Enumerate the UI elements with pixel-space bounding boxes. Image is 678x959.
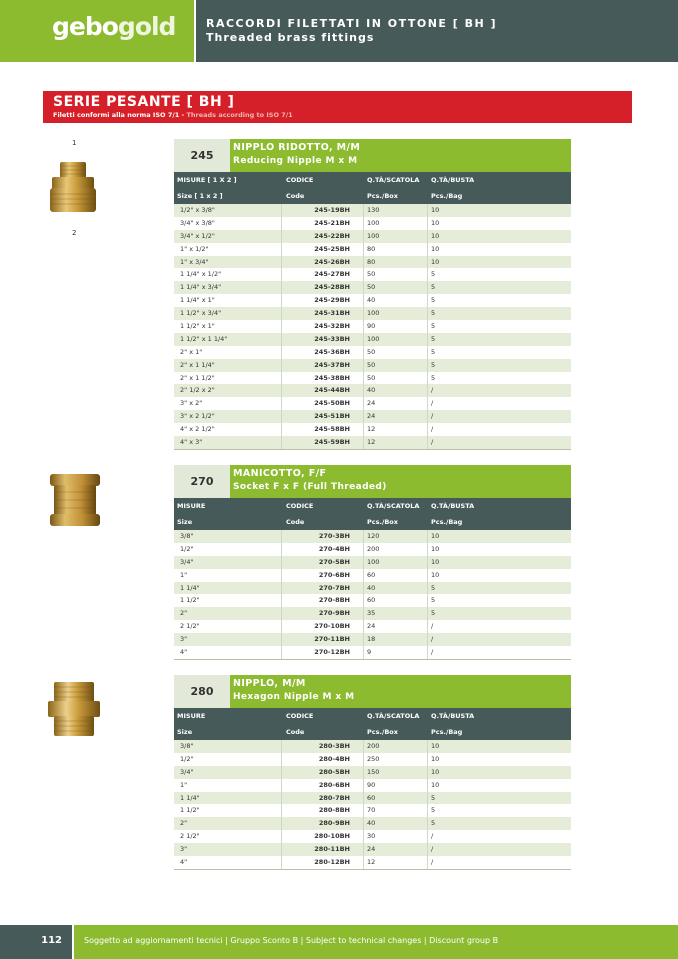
code-cell: 270-4BH — [318, 544, 350, 553]
table-row — [174, 766, 571, 779]
box-qty-cell: 9 — [367, 648, 372, 657]
box-qty-cell: 24 — [367, 399, 376, 408]
box-qty-cell: 12 — [367, 438, 376, 447]
table-header-en — [174, 724, 571, 740]
size-cell: 1" x 1/2" — [180, 244, 209, 253]
code-cell: 245-50BH — [314, 399, 350, 408]
size-cell: 1" — [180, 780, 188, 789]
table-row — [174, 556, 571, 569]
column-header: Pcs./Bag — [431, 192, 463, 200]
bag-qty-cell: / — [431, 858, 434, 867]
column-header: Pcs./Bag — [431, 728, 463, 736]
code-cell: 270-3BH — [318, 532, 350, 540]
photo-label-1: 1 — [72, 139, 77, 147]
code-cell: 245-19BH — [314, 206, 350, 214]
box-qty-cell: 200 — [367, 544, 380, 553]
logo-part-gold: gold — [117, 12, 176, 41]
section-270 — [174, 465, 571, 660]
code-cell: 245-28BH — [314, 283, 350, 292]
box-qty-cell: 40 — [367, 819, 376, 828]
table-row — [174, 792, 571, 805]
box-qty-cell: 50 — [367, 373, 376, 382]
column-header: Q.TÀ/BUSTA — [431, 502, 475, 510]
size-cell: 1 1/2" x 1" — [180, 322, 215, 331]
table-row — [174, 217, 571, 230]
column-header: Code — [286, 728, 305, 736]
box-qty-cell: 80 — [367, 257, 376, 266]
size-cell: 2" x 1" — [180, 347, 203, 356]
table-row — [174, 582, 571, 595]
code-cell: 245-44BH — [314, 386, 350, 395]
box-qty-cell: 24 — [367, 412, 376, 421]
size-cell: 3" x 2 1/2" — [180, 412, 215, 421]
table-row — [174, 843, 571, 856]
table-body — [174, 530, 571, 660]
series-title: SERIE PESANTE [ BH ] — [53, 94, 235, 110]
box-qty-cell: 40 — [367, 386, 376, 395]
code-cell: 270-12BH — [314, 648, 350, 657]
table-row — [174, 569, 571, 582]
article-number: 270 — [174, 465, 230, 498]
article-name-it: MANICOTTO, F/F — [233, 468, 327, 479]
box-qty-cell: 50 — [367, 283, 376, 292]
code-cell: 270-7BH — [318, 583, 350, 592]
bag-qty-cell: 10 — [431, 206, 440, 214]
table-row — [174, 281, 571, 294]
size-cell: 2" — [180, 609, 188, 618]
table-row — [174, 856, 571, 869]
bag-qty-cell: / — [431, 622, 434, 631]
series-banner — [43, 91, 632, 123]
box-qty-cell: 50 — [367, 270, 376, 279]
table-row — [174, 268, 571, 281]
column-header: Code — [286, 192, 305, 200]
bag-qty-cell: 5 — [431, 296, 436, 305]
table-header-en — [174, 188, 571, 204]
box-qty-cell: 90 — [367, 322, 376, 331]
bag-qty-cell: 5 — [431, 322, 436, 331]
size-cell: 2 1/2" — [180, 832, 200, 841]
size-cell: 1" — [180, 570, 188, 579]
bag-qty-cell: / — [431, 412, 434, 421]
table-row — [174, 436, 571, 449]
table-row — [174, 307, 571, 320]
table-row — [174, 230, 571, 243]
column-header: Q.TÀ/SCATOLA — [367, 712, 420, 720]
series-subtitle-it: Filetti conformi alla norma ISO 7/1 - — [53, 111, 187, 119]
size-cell: 1 1/4" — [180, 583, 200, 592]
header-title-en: Threaded brass fittings — [206, 31, 375, 44]
header-title-box — [196, 0, 678, 62]
table-row — [174, 243, 571, 256]
box-qty-cell: 12 — [367, 858, 376, 867]
bag-qty-cell: / — [431, 845, 434, 854]
column-header: Q.TÀ/BUSTA — [431, 176, 475, 184]
box-qty-cell: 60 — [367, 793, 376, 802]
code-cell: 245-26BH — [314, 257, 350, 266]
table-row — [174, 830, 571, 843]
box-qty-cell: 80 — [367, 244, 376, 253]
bag-qty-cell: 10 — [431, 244, 440, 253]
code-cell: 245-32BH — [314, 322, 350, 331]
bag-qty-cell: 10 — [431, 544, 440, 553]
bag-qty-cell: 10 — [431, 570, 440, 579]
box-qty-cell: 70 — [367, 806, 376, 815]
size-cell: 4" — [180, 648, 188, 657]
bag-qty-cell: 10 — [431, 532, 440, 540]
section-header — [174, 675, 571, 708]
box-qty-cell: 12 — [367, 425, 376, 434]
size-cell: 1" x 3/4" — [180, 257, 209, 266]
size-cell: 1/2" x 3/8" — [180, 206, 215, 214]
article-name-box — [230, 675, 571, 708]
table-row — [174, 397, 571, 410]
box-qty-cell: 18 — [367, 635, 376, 644]
size-cell: 3/8" — [180, 742, 194, 750]
table-row — [174, 530, 571, 543]
series-subtitle — [53, 111, 293, 119]
article-name-it: NIPPLO, M/M — [233, 678, 306, 689]
box-qty-cell: 40 — [367, 583, 376, 592]
code-cell: 270-9BH — [318, 609, 350, 618]
bag-qty-cell: 10 — [431, 754, 440, 763]
table-row — [174, 804, 571, 817]
code-cell: 245-21BH — [314, 218, 350, 227]
bag-qty-cell: 5 — [431, 309, 436, 318]
bag-qty-cell: 10 — [431, 780, 440, 789]
table-row — [174, 333, 571, 346]
table-header-it — [174, 498, 571, 514]
column-header: Code — [286, 518, 305, 526]
box-qty-cell: 100 — [367, 218, 380, 227]
code-cell: 245-25BH — [314, 244, 350, 253]
box-qty-cell: 130 — [367, 206, 380, 214]
box-qty-cell: 100 — [367, 557, 380, 566]
article-name-box — [230, 465, 571, 498]
bag-qty-cell: 5 — [431, 806, 436, 815]
size-cell: 1 1/4" x 1" — [180, 296, 215, 305]
bag-qty-cell: / — [431, 399, 434, 408]
box-qty-cell: 120 — [367, 532, 380, 540]
table-row — [174, 607, 571, 620]
header-title-it: RACCORDI FILETTATI IN OTTONE [ BH ] — [206, 17, 498, 30]
code-cell: 245-27BH — [314, 270, 350, 279]
code-cell: 280-12BH — [314, 858, 350, 867]
column-header: Pcs./Box — [367, 728, 398, 736]
bag-qty-cell: 5 — [431, 283, 436, 292]
table-row — [174, 753, 571, 766]
bag-qty-cell: / — [431, 386, 434, 395]
page-header — [0, 0, 678, 62]
code-cell: 280-7BH — [318, 793, 350, 802]
bag-qty-cell: / — [431, 648, 434, 657]
bag-qty-cell: 5 — [431, 819, 436, 828]
code-cell: 245-36BH — [314, 347, 350, 356]
size-cell: 1 1/2" x 3/4" — [180, 309, 222, 318]
size-cell: 1/2" — [180, 754, 194, 763]
bag-qty-cell: 5 — [431, 609, 436, 618]
bag-qty-cell: 5 — [431, 334, 436, 343]
code-cell: 280-10BH — [314, 832, 350, 841]
table-row — [174, 423, 571, 436]
size-cell: 1 1/2" x 1 1/4" — [180, 334, 228, 343]
size-cell: 2 1/2" — [180, 622, 200, 631]
table-row — [174, 410, 571, 423]
code-cell: 280-8BH — [318, 806, 350, 815]
code-cell: 280-9BH — [318, 819, 350, 828]
column-header: Q.TÀ/BUSTA — [431, 712, 475, 720]
reducing-nipple-photo — [44, 158, 104, 218]
bag-qty-cell: / — [431, 425, 434, 434]
table-row — [174, 620, 571, 633]
size-cell: 1 1/2" — [180, 596, 200, 605]
code-cell: 280-3BH — [318, 742, 350, 750]
bag-qty-cell: 5 — [431, 270, 436, 279]
column-header: MISURE — [177, 712, 206, 720]
table-row — [174, 779, 571, 792]
box-qty-cell: 50 — [367, 347, 376, 356]
column-header: Pcs./Box — [367, 192, 398, 200]
table-row — [174, 817, 571, 830]
bag-qty-cell: 5 — [431, 360, 436, 369]
page-number: 112 — [41, 935, 62, 946]
section-245 — [174, 139, 571, 450]
size-cell: 3/4" — [180, 557, 194, 566]
table-header-it — [174, 708, 571, 724]
size-cell: 2" x 1 1/2" — [180, 373, 215, 382]
bag-qty-cell: 10 — [431, 742, 440, 750]
bag-qty-cell: 5 — [431, 347, 436, 356]
box-qty-cell: 100 — [367, 334, 380, 343]
code-cell: 280-5BH — [318, 767, 350, 776]
size-cell: 3/4" — [180, 767, 194, 776]
column-header: CODICE — [286, 176, 314, 184]
box-qty-cell: 250 — [367, 754, 380, 763]
table-row — [174, 633, 571, 646]
bag-qty-cell: 10 — [431, 557, 440, 566]
footer-text: Soggetto ad aggiornamenti tecnici | Gruppo Sconto B | Subject to technical changes | Discount group B — [84, 936, 499, 945]
size-cell: 4" x 2 1/2" — [180, 425, 215, 434]
page-number-box — [0, 925, 72, 959]
size-cell: 1 1/2" — [180, 806, 200, 815]
code-cell: 280-4BH — [318, 754, 350, 763]
section-header — [174, 139, 571, 172]
column-header: CODICE — [286, 712, 314, 720]
box-qty-cell: 150 — [367, 767, 380, 776]
size-cell: 1 1/4" x 1/2" — [180, 270, 222, 279]
table-row — [174, 646, 571, 659]
article-name-en: Hexagon Nipple M x M — [233, 692, 355, 702]
brand-logo — [52, 12, 175, 41]
code-cell: 245-38BH — [314, 373, 350, 382]
column-header: MISURE [ 1 X 2 ] — [177, 176, 237, 184]
series-subtitle-en: Threads according to ISO 7/1 — [186, 111, 293, 119]
box-qty-cell: 24 — [367, 622, 376, 631]
bag-qty-cell: 5 — [431, 373, 436, 382]
box-qty-cell: 100 — [367, 309, 380, 318]
size-cell: 3" — [180, 635, 188, 644]
table-row — [174, 594, 571, 607]
article-name-en: Reducing Nipple M x M — [233, 156, 358, 166]
code-cell: 270-5BH — [318, 557, 350, 566]
column-header: Q.TÀ/SCATOLA — [367, 502, 420, 510]
box-qty-cell: 100 — [367, 231, 380, 240]
box-qty-cell: 60 — [367, 570, 376, 579]
section-280 — [174, 675, 571, 870]
code-cell: 245-59BH — [314, 438, 350, 447]
size-cell: 3/4" x 1/2" — [180, 231, 215, 240]
column-header: CODICE — [286, 502, 314, 510]
column-header: Pcs./Box — [367, 518, 398, 526]
size-cell: 1 1/4" x 3/4" — [180, 283, 222, 292]
box-qty-cell: 90 — [367, 780, 376, 789]
code-cell: 245-31BH — [314, 309, 350, 318]
bag-qty-cell: / — [431, 832, 434, 841]
code-cell: 245-37BH — [314, 360, 350, 369]
bag-qty-cell: 5 — [431, 596, 436, 605]
box-qty-cell: 30 — [367, 832, 376, 841]
table-body — [174, 740, 571, 870]
code-cell: 280-11BH — [314, 845, 350, 854]
article-number: 280 — [174, 675, 230, 708]
size-cell: 4" x 3" — [180, 438, 203, 447]
table-row — [174, 543, 571, 556]
code-cell: 280-6BH — [318, 780, 350, 789]
size-cell: 2" — [180, 819, 188, 828]
socket-photo — [46, 470, 104, 530]
photo-label-2: 2 — [72, 229, 77, 237]
table-row — [174, 359, 571, 372]
table-row — [174, 346, 571, 359]
size-cell: 1/2" — [180, 544, 194, 553]
bag-qty-cell: / — [431, 635, 434, 644]
column-header: Q.TÀ/SCATOLA — [367, 176, 420, 184]
size-cell: 3" — [180, 845, 188, 854]
logo-box — [0, 0, 194, 62]
table-row — [174, 320, 571, 333]
table-row — [174, 256, 571, 269]
code-cell: 270-6BH — [318, 570, 350, 579]
code-cell: 245-22BH — [314, 231, 350, 240]
bag-qty-cell: 5 — [431, 583, 436, 592]
size-cell: 3" x 2" — [180, 399, 203, 408]
table-row — [174, 740, 571, 753]
size-cell: 1 1/4" — [180, 793, 200, 802]
bag-qty-cell: / — [431, 438, 434, 447]
box-qty-cell: 60 — [367, 596, 376, 605]
section-header — [174, 465, 571, 498]
table-row — [174, 372, 571, 385]
code-cell: 245-58BH — [314, 425, 350, 434]
bag-qty-cell: 10 — [431, 767, 440, 776]
article-name-it: NIPPLO RIDOTTO, M/M — [233, 142, 361, 153]
table-row — [174, 294, 571, 307]
code-cell: 270-8BH — [318, 596, 350, 605]
code-cell: 245-33BH — [314, 334, 350, 343]
size-cell: 3/8" — [180, 532, 194, 540]
box-qty-cell: 24 — [367, 845, 376, 854]
article-name-box — [230, 139, 571, 172]
logo-part-gebo: gebo — [52, 12, 118, 41]
box-qty-cell: 200 — [367, 742, 380, 750]
footer-bar — [74, 925, 678, 959]
code-cell: 245-29BH — [314, 296, 350, 305]
table-header-en — [174, 514, 571, 530]
page-footer — [0, 925, 678, 959]
hexagon-nipple-photo — [44, 680, 104, 740]
size-cell: 2" x 1 1/4" — [180, 360, 215, 369]
box-qty-cell: 50 — [367, 360, 376, 369]
code-cell: 270-10BH — [314, 622, 350, 631]
article-number: 245 — [174, 139, 230, 172]
column-header: Size [ 1 x 2 ] — [177, 192, 223, 200]
code-cell: 245-51BH — [314, 412, 350, 421]
size-cell: 3/4" x 3/8" — [180, 218, 215, 227]
table-row — [174, 204, 571, 217]
table-body — [174, 204, 571, 450]
bag-qty-cell: 10 — [431, 218, 440, 227]
size-cell: 2" 1/2 x 2" — [180, 386, 215, 395]
code-cell: 270-11BH — [314, 635, 350, 644]
bag-qty-cell: 5 — [431, 793, 436, 802]
box-qty-cell: 35 — [367, 609, 376, 618]
size-cell: 4" — [180, 858, 188, 867]
bag-qty-cell: 10 — [431, 231, 440, 240]
column-header: Pcs./Bag — [431, 518, 463, 526]
column-header: Size — [177, 728, 193, 736]
table-header-it — [174, 172, 571, 188]
column-header: Size — [177, 518, 193, 526]
bag-qty-cell: 10 — [431, 257, 440, 266]
table-row — [174, 384, 571, 397]
box-qty-cell: 40 — [367, 296, 376, 305]
article-name-en: Socket F x F (Full Threaded) — [233, 482, 387, 492]
column-header: MISURE — [177, 502, 206, 510]
